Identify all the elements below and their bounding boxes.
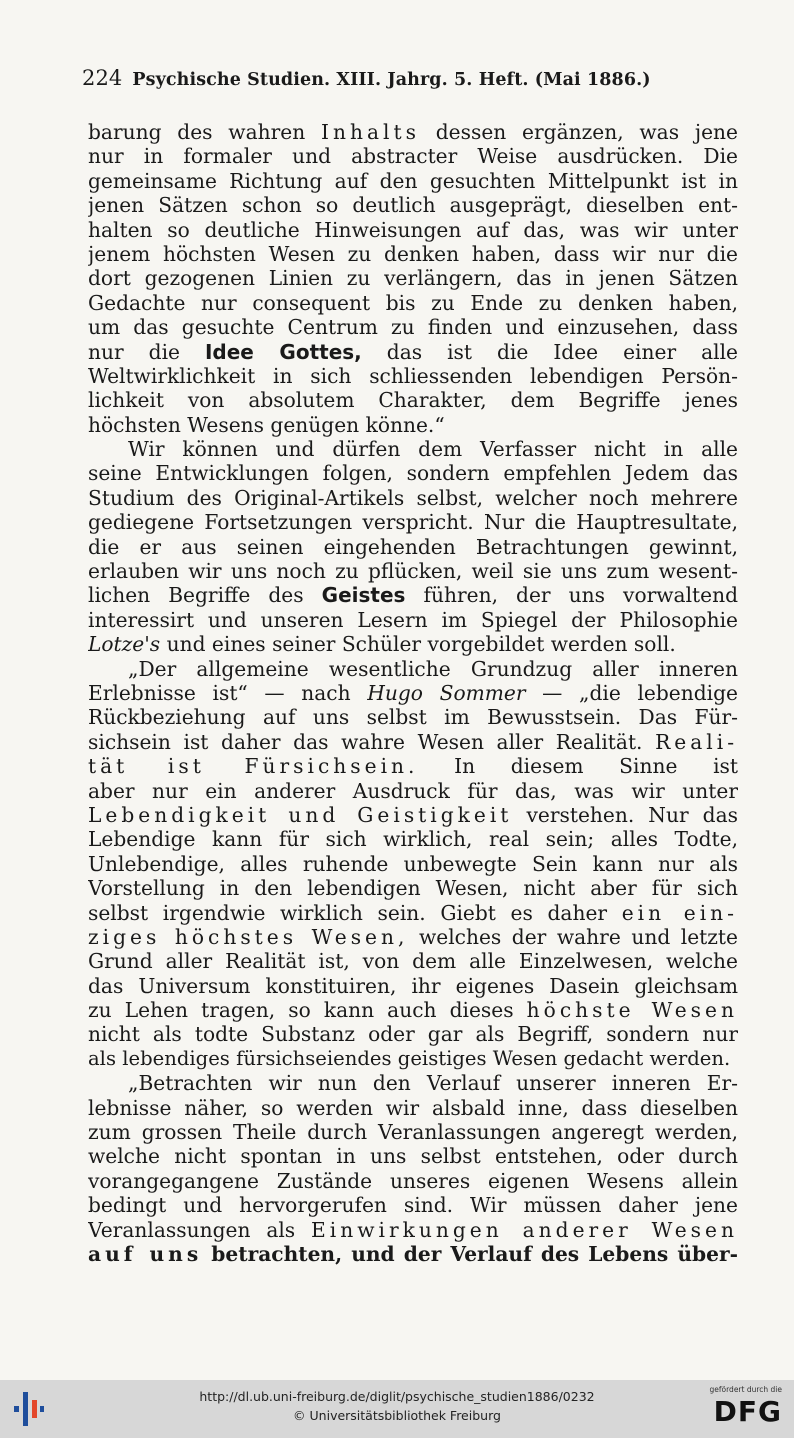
text-line: gemeinsame Richtung auf den gesuchten Mittelpunkt ist in [88, 168, 738, 193]
text-line: sichsein ist daher das wahre Wesen aller Realität. Reali- [88, 729, 738, 754]
text-line: die er aus seinen eingehenden Betrachtungen gewinnt, [88, 534, 738, 559]
text-line: Unlebendige, alles ruhende unbewegte Sein kann nur als [88, 851, 738, 876]
bold-emphasis: Idee Gottes, [204, 339, 362, 364]
spaced-emphasis: Inhalts [321, 120, 420, 144]
text-line: als lebendiges fürsichseiendes geistiges Wesen gedacht werden. [88, 1046, 731, 1070]
text-line: „Betrachten wir nun den Verlauf unserer inneren Er- [128, 1071, 738, 1096]
text-line: zum grossen Theile durch Veranlassungen angeregt werden, [88, 1120, 738, 1145]
text-line: bedingt und hervorgerufen sind. Wir müssen daher jene [88, 1193, 738, 1218]
italic-name: Hugo Sommer [367, 680, 526, 705]
spaced-emphasis: Reali- [655, 729, 738, 754]
text-line: lichkeit von absolutem Charakter, dem Begriffe jenes [88, 388, 738, 413]
text-line: Studium des Original-Artikels selbst, welcher noch mehrere [88, 485, 738, 510]
spaced-emphasis: ziges höchstes Wesen, [88, 924, 409, 949]
text-line: lichen Begriffe des Geistes führen, der uns vorwaltend [88, 583, 738, 608]
text-line: Vorstellung in den lebendigen Wesen, nicht aber für sich [88, 876, 738, 901]
text-line: um das gesuchte Centrum zu finden und einzusehen, dass [88, 315, 738, 340]
text-line: tät ist Fürsichsein. In diesem Sinne ist [88, 754, 738, 779]
text-line: gediegene Fortsetzungen verspricht. Nur die Hauptresultate, [88, 510, 738, 535]
viewer-footer [0, 1380, 794, 1438]
text-line: erlauben wir uns noch zu pflücken, weil sie uns zum wesent- [88, 559, 738, 584]
running-header [82, 66, 742, 90]
text-line: nur in formaler und abstracter Weise ausdrücken. Die [88, 144, 738, 169]
text-line: ziges höchstes Wesen, welches der wahre und letzte [88, 924, 738, 949]
spaced-emphasis: ein ein- [621, 900, 738, 925]
text-line: „Der allgemeine wesentliche Grundzug aller inneren [128, 656, 738, 681]
text-line: seine Entwicklungen folgen, sondern empfehlen Jedem das [88, 461, 738, 486]
text-line: selbst irgendwie wirklich sein. Giebt es daher ein ein- [88, 900, 738, 925]
text-line: aber nur ein anderer Ausdruck für das, was wir unter [88, 778, 738, 803]
spaced-emphasis: Lebendigkeit und Geistigkeit [88, 802, 513, 827]
spaced-emphasis: tät ist Fürsichsein. [88, 754, 419, 779]
text-line: Wir können und dürfen dem Verfasser nicht in alle [128, 437, 738, 462]
italic-name: Lotze's [88, 632, 161, 657]
text-line: barung des wahren Inhalts dessen ergänzen, was jene [88, 120, 738, 144]
spaced-emphasis: auf uns [88, 1241, 203, 1266]
text-line: nur die Idee Gottes, das ist die Idee einer alle [88, 339, 738, 364]
text-line: lebnisse näher, so werden wir alsbald inne, dass dieselben [88, 1095, 738, 1120]
text-line: Erlebnisse ist“ — nach Hugo Sommer — „die lebendige [88, 680, 738, 705]
permalink-url[interactable]: http://dl.ub.uni-freiburg.de/diglit/psychische_studien1886/0232 [199, 1389, 595, 1404]
text-line: nicht als todte Substanz oder gar als Begriff, sondern nur [88, 1022, 738, 1047]
text-line: höchsten Wesens genügen könne.“ [88, 412, 445, 437]
text-line: jenen Sätzen schon so deutlich ausgeprägt, dieselben ent- [88, 193, 738, 218]
text-line: zu Lehen tragen, so kann auch dieses höchste Wesen [88, 998, 738, 1023]
text-line: vorangegangene Zustände unseres eigenen Wesens allein [88, 1168, 738, 1193]
spaced-emphasis: Einwirkungen anderer Wesen [311, 1217, 738, 1242]
text-line: Lebendigkeit und Geistigkeit verstehen. Nur das [88, 802, 738, 827]
running-title: Psychische Studien. XIII. Jahrg. 5. Heft. (Mai 1886.) [132, 70, 651, 90]
body-text [88, 120, 738, 1266]
text-line: Weltwirklichkeit in sich schliessenden lebendigen Persön- [88, 363, 738, 388]
bold-emphasis: Geistes [321, 583, 406, 608]
spaced-emphasis: höchste Wesen [526, 998, 738, 1023]
page-number: 224 [82, 66, 123, 90]
text-line: das Universum konstituiren, ihr eigenes Dasein gleichsam [88, 973, 738, 998]
text-line: jenem höchsten Wesen zu denken haben, dass wir nur die [88, 241, 738, 266]
text-line: welche nicht spontan in uns selbst entstehen, oder durch [88, 1144, 738, 1169]
text-line: Lotze's und eines seiner Schüler vorgebildet werden soll. [88, 632, 676, 657]
text-line: Gedachte nur consequent bis zu Ende zu denken haben, [88, 290, 738, 315]
text-line: Rückbeziehung auf uns selbst im Bewusstsein. Das Für- [88, 705, 738, 730]
text-line: Lebendige kann für sich wirklich, real sein; alles Todte, [88, 827, 738, 852]
text-line: interessirt und unseren Lesern im Spiegel der Philosophie [88, 607, 738, 632]
funding-note: gefördert durch die [709, 1385, 782, 1394]
text-line: dort gezogenen Linien zu verlängern, das in jenen Sätzen [88, 266, 738, 291]
text-line: halten so deutliche Hinweisungen auf das, was wir unter [88, 217, 738, 242]
text-line: Grund aller Realität ist, von dem alle Einzelwesen, welche [88, 949, 738, 974]
text-line: auf uns betrachten, und der Verlauf des Lebens über- [88, 1241, 738, 1266]
text-line: Veranlassungen als Einwirkungen anderer Wesen [88, 1217, 738, 1242]
copyright-notice: © Universitätsbibliothek Freiburg [293, 1408, 501, 1423]
dfg-logo-icon: DFG [713, 1395, 782, 1428]
